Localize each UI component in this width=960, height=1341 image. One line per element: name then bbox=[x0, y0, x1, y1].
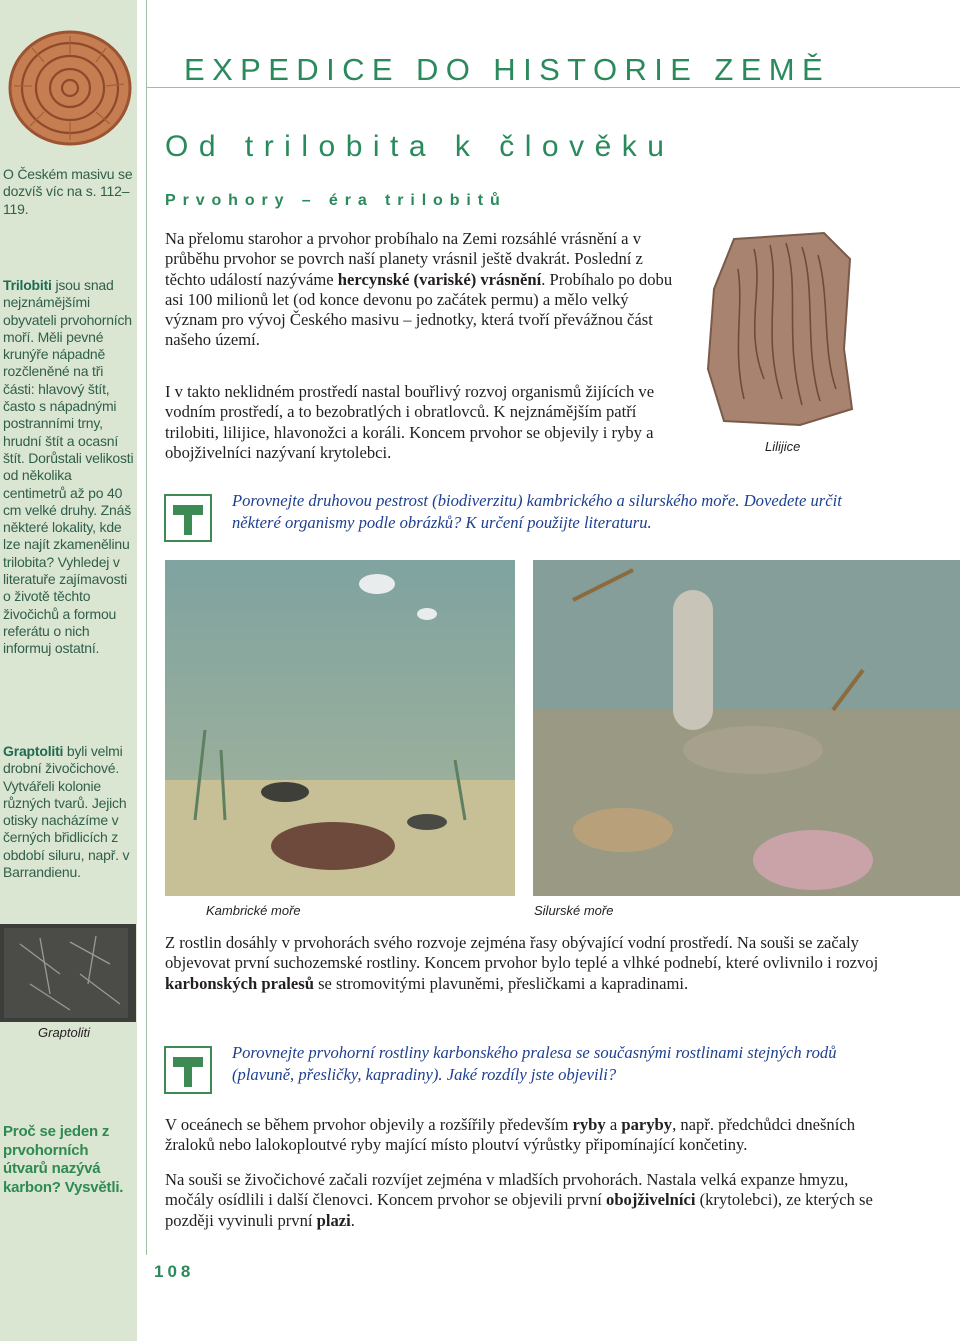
p3-text-b: se stromovitými plavuněmi, přesličkami a kapradinami. bbox=[313, 973, 689, 993]
chapter-title: Od trilobita k člověku bbox=[165, 130, 675, 163]
p4-text-b: , např. předchůdci dnešních žraloků nebo lalokoploutvé ryby mající místo ploutví výrůstky připomínající končetiny. bbox=[165, 1115, 856, 1155]
p3-text-a: Z rostlin dosáhly v prvohorách svého rozvoje zejména řasy obývající vodní prostředí. Na souši se začaly objevovat první suchozemské rostliny. Koncem prvohor bylo teplé a vlhké podnebí, které ovlivnilo i rozvoj bbox=[165, 933, 879, 973]
cambrian-sea-image bbox=[165, 560, 515, 896]
silurian-sea-image bbox=[533, 560, 960, 896]
lilijice-caption: Lilijice bbox=[765, 439, 801, 454]
paragraph-orogeny bbox=[165, 229, 681, 351]
p4-text-a: V oceánech se během prvohor objevily a rozšířily především bbox=[165, 1115, 573, 1134]
sidebar-trilobites-note bbox=[3, 277, 135, 658]
p1-text-b: . Probíhalo po dobu asi 100 milionů let (od konce devonu po začátek permu) a mělo velký význam pro vývoj Českého masivu – jednotky, která tvoří převážnou část našeho území. bbox=[165, 269, 673, 350]
paragraph-fish bbox=[165, 1115, 883, 1156]
task-plants-comparison: Porovnejte prvohorní rostliny karbonského pralesa se současnými rostlinami stejných rodů (plavuně, přesličky, kapradiny). Jaké rozdíly jste objevili? bbox=[232, 1043, 837, 1084]
p4-bold-fish: ryby bbox=[572, 1115, 606, 1134]
graptolites-image bbox=[0, 924, 136, 1022]
paragraph-land-animals bbox=[165, 1170, 883, 1231]
p4-text-mid: a bbox=[605, 1115, 622, 1134]
task-biodiversity: Porovnejte druhovou pestrost (biodiverzitu) kambrického a silurského moře. Dovedete určit některé organismy podle obrázků? K určení použijte literaturu. bbox=[232, 491, 842, 532]
graptolites-caption: Graptoliti bbox=[38, 1025, 91, 1040]
p5-text-a: Na souši se živočichové začali rozvíjet zejména v mladších prvohorách. Nastala velká expanze hmyzu, močály osídlili i další členovci. Koncem prvohor se objevili první bbox=[165, 1170, 849, 1210]
sidebar-reference-note: O Českém masivu se dozvíš víc na s. 112–119. bbox=[3, 166, 133, 217]
column-divider bbox=[146, 0, 147, 1255]
task-hammer-icon bbox=[163, 1045, 213, 1095]
series-title: EXPEDICE DO HISTORIE ZEMĚ bbox=[184, 52, 831, 87]
paragraph-plants bbox=[165, 933, 883, 994]
p3-bold: karbonských pralesů bbox=[165, 973, 314, 993]
p1-text-a: Na přelomu starohor a prvohor probíhalo na Zemi rozsáhlé vrásnění a v průběhu prvohor se povrch naší planety vrásnil ještě dvakrát. Poslední z těchto událostí nazýváme bbox=[165, 229, 643, 289]
paragraph-organisms: I v takto neklidném prostředí nastal bouřlivý rozvoj organismů žijících ve vodním prostředí, a to bezobratlých i obratlovců. K nejznámějším patří trilobiti, lilijice, hlavonožci a koráli. Koncem prvohor se objevily i ryby a obojživelníci nazývaní krytolebci. bbox=[165, 382, 655, 462]
p5-text-b: (krytolebci), ze kterých se později vyvinuli první bbox=[165, 1190, 873, 1230]
page-number: 108 bbox=[154, 1262, 195, 1281]
crinoid-fossil-image bbox=[704, 229, 854, 429]
p4-bold-sharks: paryby bbox=[621, 1115, 673, 1134]
p1-bold: hercynské (variské) vrásnění bbox=[337, 269, 542, 289]
p5-text-c: . bbox=[350, 1210, 355, 1230]
trilobites-term: Trilobiti bbox=[3, 277, 52, 293]
ammonite-fossil-image bbox=[6, 24, 134, 152]
sidebar-question: Proč se jeden z prvohorních útvarů nazývá karbon? Vysvětli. bbox=[3, 1123, 124, 1196]
graptolites-text: byli velmi drobní živočichové. Vytvářeli kolonie různých tvarů. Jejich otisky nacházíme v černých břidlicích z období siluru, např. v Barrandienu. bbox=[3, 743, 130, 881]
p5-bold-reptiles: plazi bbox=[316, 1210, 351, 1230]
section-title: Prvohory – éra trilobitů bbox=[165, 192, 507, 209]
p5-bold-amphibians: obojživelníci bbox=[606, 1190, 696, 1210]
graptolites-term: Graptoliti bbox=[3, 743, 64, 759]
sidebar-graptolites-note bbox=[3, 743, 135, 881]
task-hammer-icon bbox=[163, 493, 213, 543]
silurian-caption: Silurské moře bbox=[534, 903, 614, 918]
trilobites-text: jsou snad nejznámějšími obyvateli prvohorních moří. Měli pevné krunýře nápadně rozčleněné na tři části: hlavový štít, často s nápadnými postranními trny, hrudní štít a ocasní štít. Dorůstali velikosti od několika centimetrů až po 40 cm velké druhy. Znáš některé lokality, kde lze najít zkamenělinu trilobita? Vyhledej v literatuře zajímavosti o životě těchto živočichů a formou referátu o nich informuj ostatní. bbox=[3, 277, 134, 657]
cambrian-caption: Kambrické moře bbox=[206, 903, 301, 918]
